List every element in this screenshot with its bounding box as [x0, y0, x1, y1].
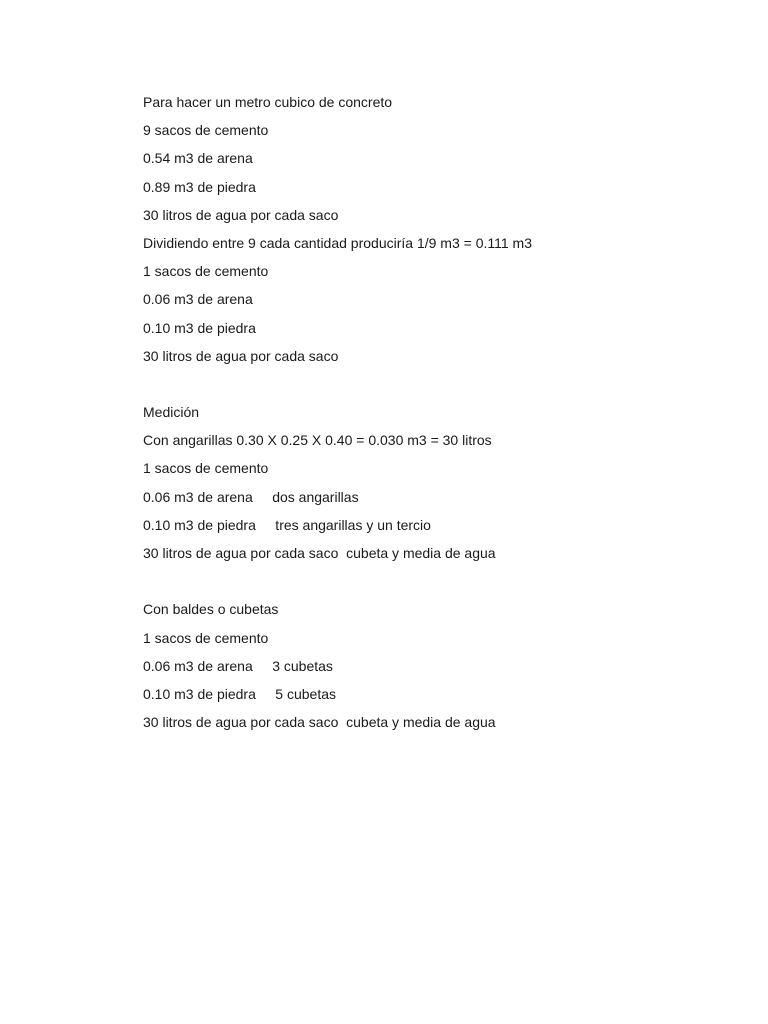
section-measurement-angarillas [143, 398, 743, 567]
text-line: 30 litros de agua por cada saco cubeta y media de agua [143, 714, 496, 731]
text-line: 0.54 m3 de arena [143, 150, 253, 167]
text-line: 0.10 m3 de piedra 5 cubetas [143, 685, 337, 702]
text-line: 30 litros de agua por cada saco [143, 206, 339, 223]
text-line: Dividiendo entre 9 cada cantidad produciría 1/9 m3 = 0.111 m3 [143, 234, 532, 251]
text-line: 30 litros de agua por cada saco [143, 347, 339, 364]
text-line: 1 sacos de cemento [143, 263, 269, 280]
text-line: 1 sacos de cemento [143, 629, 269, 646]
text-line: Con angarillas 0.30 X 0.25 X 0.40 = 0.030 m3 = 30 litros [143, 432, 492, 449]
text-line: 0.10 m3 de piedra [143, 319, 256, 336]
section-measurement-cubetas [143, 595, 743, 736]
section-concrete-recipe [143, 88, 743, 370]
section-title: Con baldes o cubetas [143, 601, 279, 618]
document-body [143, 88, 743, 736]
text-line: 0.89 m3 de piedra [143, 178, 256, 195]
text-line: 0.06 m3 de arena 3 cubetas [143, 657, 333, 674]
section-title: Medición [143, 404, 200, 421]
paragraph-gap [143, 370, 743, 398]
text-line: 1 sacos de cemento [143, 460, 269, 477]
section-title: Para hacer un metro cubico de concreto [143, 94, 393, 110]
paragraph-gap [143, 567, 743, 595]
text-line: 0.10 m3 de piedra tres angarillas y un tercio [143, 516, 431, 533]
text-line: 30 litros de agua por cada saco cubeta y media de agua [143, 545, 496, 561]
text-line: 0.06 m3 de arena [143, 291, 253, 308]
text-line: 0.06 m3 de arena dos angarillas [143, 488, 359, 505]
text-line: 9 sacos de cemento [143, 122, 269, 139]
